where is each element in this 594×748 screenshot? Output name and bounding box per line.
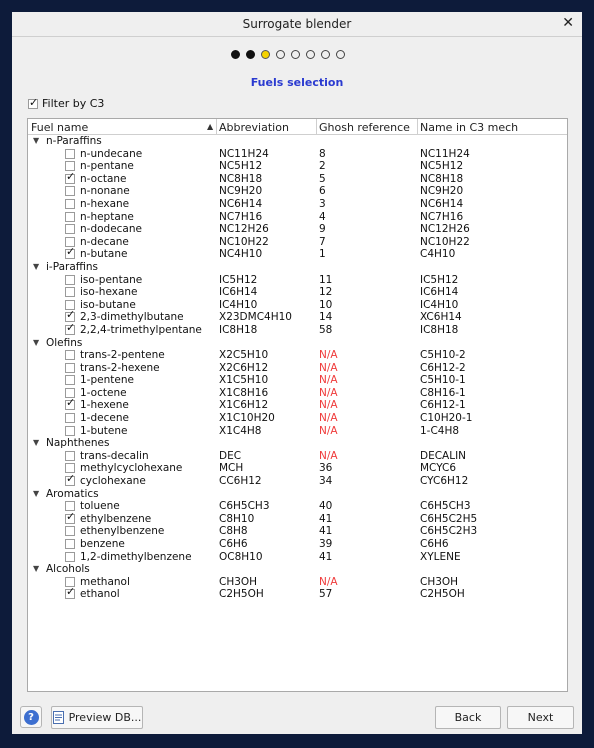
column-header-ghosh-reference[interactable]: Ghosh reference xyxy=(319,121,410,134)
fuel-name: methylcyclohexane xyxy=(80,462,183,475)
fuel-name: trans-2-pentene xyxy=(80,349,165,362)
chevron-down-icon[interactable]: ▼ xyxy=(33,136,40,145)
preview-db-label: Preview DB... xyxy=(68,711,142,724)
fuel-name: trans-2-hexene xyxy=(80,361,160,374)
fuel-ghosh-reference: 4 xyxy=(319,210,326,223)
group-name: n-Paraffins xyxy=(46,135,102,147)
fuel-abbreviation: NC4H10 xyxy=(219,248,263,261)
back-button[interactable]: Back xyxy=(435,706,501,729)
fuel-abbreviation: X1C8H16 xyxy=(219,386,269,399)
fuel-abbreviation: C6H5CH3 xyxy=(219,500,270,513)
fuel-ghosh-reference: N/A xyxy=(319,399,338,412)
fuel-ghosh-reference: 12 xyxy=(319,286,333,299)
fuel-row[interactable] xyxy=(28,425,567,438)
fuel-row[interactable] xyxy=(28,173,567,186)
fuel-row[interactable] xyxy=(28,462,567,475)
fuel-ghosh-reference: N/A xyxy=(319,412,338,425)
chevron-down-icon[interactable]: ▼ xyxy=(33,564,40,574)
fuel-abbreviation: X2C6H12 xyxy=(219,361,269,374)
fuel-ghosh-reference: 36 xyxy=(319,462,333,475)
tree-header xyxy=(28,119,567,135)
fuel-row[interactable] xyxy=(28,362,567,375)
fuel-c3-name: NC12H26 xyxy=(420,223,470,236)
fuel-name: iso-pentane xyxy=(80,273,143,286)
fuel-row[interactable] xyxy=(28,412,567,425)
fuel-row[interactable] xyxy=(28,236,567,249)
fuel-ghosh-reference: 6 xyxy=(319,185,326,198)
fuel-name: 1-butene xyxy=(80,424,128,437)
step-dot xyxy=(336,50,345,59)
document-icon xyxy=(53,711,64,724)
tree-group-row[interactable] xyxy=(28,337,567,350)
filter-label: Filter by C3 xyxy=(42,97,105,110)
fuel-abbreviation: C2H5OH xyxy=(219,588,264,601)
fuel-ghosh-reference: 5 xyxy=(319,172,326,185)
fuel-name: 1-octene xyxy=(80,386,127,399)
fuel-ghosh-reference: 41 xyxy=(319,550,333,563)
fuel-checkbox[interactable] xyxy=(65,426,75,436)
fuel-ghosh-reference: 2 xyxy=(319,160,326,173)
fuel-name: cyclohexane xyxy=(80,475,146,488)
group-name: Alcohols xyxy=(46,563,90,576)
fuel-abbreviation: MCH xyxy=(219,462,244,475)
fuel-c3-name: C4H10 xyxy=(420,248,456,261)
fuel-row[interactable] xyxy=(28,248,567,261)
step-dot xyxy=(321,50,330,59)
step-indicator xyxy=(231,50,345,62)
fuel-c3-name: MCYC6 xyxy=(420,462,457,475)
fuel-row[interactable] xyxy=(28,576,567,589)
window-title: Surrogate blender xyxy=(242,17,352,31)
step-dot xyxy=(231,50,240,59)
fuel-abbreviation: C8H8 xyxy=(219,525,248,538)
fuel-row[interactable] xyxy=(28,185,567,198)
fuel-name: n-pentane xyxy=(80,160,134,173)
fuel-ghosh-reference: N/A xyxy=(319,424,338,437)
fuel-name: methanol xyxy=(80,575,130,588)
fuel-name: n-heptane xyxy=(80,210,134,223)
fuel-abbreviation: X1C4H8 xyxy=(219,424,262,437)
fuel-abbreviation: NC12H26 xyxy=(219,223,269,236)
group-name: Olefins xyxy=(46,336,83,349)
fuel-abbreviation: NC11H24 xyxy=(219,147,269,160)
tree-group-row[interactable] xyxy=(28,488,567,501)
fuel-name: iso-butane xyxy=(80,298,136,311)
fuel-checkbox[interactable] xyxy=(65,375,75,385)
fuel-c3-name: IC4H10 xyxy=(420,298,459,311)
group-name: Naphthenes xyxy=(46,437,110,450)
chevron-down-icon[interactable]: ▼ xyxy=(33,261,40,271)
fuel-c3-name: C10H20-1 xyxy=(420,412,473,425)
fuel-abbreviation: NC7H16 xyxy=(219,210,263,223)
step-dot xyxy=(246,50,255,59)
fuel-checkbox[interactable] xyxy=(65,199,75,209)
fuel-c3-name: XC6H14 xyxy=(420,311,462,324)
fuel-ghosh-reference: 40 xyxy=(319,500,333,513)
tree-group-row[interactable] xyxy=(28,261,567,274)
fuel-abbreviation: NC8H18 xyxy=(219,172,263,185)
fuel-row[interactable] xyxy=(28,274,567,287)
fuel-abbreviation: CC6H12 xyxy=(219,475,262,488)
fuel-name: trans-decalin xyxy=(80,449,149,462)
fuel-checkbox[interactable] xyxy=(65,413,75,423)
fuel-row[interactable] xyxy=(28,198,567,211)
fuel-c3-name: CH3OH xyxy=(420,575,459,588)
tree-group-row[interactable] xyxy=(28,563,567,576)
chevron-down-icon[interactable]: ▼ xyxy=(33,337,40,347)
fuel-checkbox[interactable] xyxy=(65,350,75,360)
next-button[interactable]: Next xyxy=(507,706,574,729)
fuel-c3-name: NC10H22 xyxy=(420,235,470,248)
fuel-row[interactable] xyxy=(28,500,567,513)
fuel-c3-name: C6H12-1 xyxy=(420,399,466,412)
fuel-checkbox[interactable] xyxy=(65,476,75,486)
fuel-ghosh-reference: 58 xyxy=(319,323,333,336)
fuel-ghosh-reference: N/A xyxy=(319,374,338,387)
chevron-down-icon[interactable]: ▼ xyxy=(33,438,40,448)
fuel-abbreviation: NC9H20 xyxy=(219,185,263,198)
fuel-abbreviation: OC8H10 xyxy=(219,550,263,563)
fuel-row[interactable] xyxy=(28,588,567,601)
fuel-c3-name: C8H16-1 xyxy=(420,386,466,399)
fuel-name: ethanol xyxy=(80,588,120,601)
fuel-ghosh-reference: 41 xyxy=(319,525,333,538)
fuel-checkbox[interactable] xyxy=(65,514,75,524)
fuel-abbreviation: X1C10H20 xyxy=(219,412,275,425)
fuel-name: 2,2,4-trimethylpentane xyxy=(80,323,202,336)
fuel-ghosh-reference: 1 xyxy=(319,248,326,261)
fuel-name: n-dodecane xyxy=(80,223,142,236)
fuel-ghosh-reference: N/A xyxy=(319,349,338,362)
fuel-checkbox[interactable] xyxy=(65,363,75,373)
dialog-window xyxy=(12,12,582,734)
button-bar xyxy=(12,702,582,734)
fuel-row[interactable] xyxy=(28,223,567,236)
tree-group-row[interactable] xyxy=(28,135,567,148)
fuel-ghosh-reference: 41 xyxy=(319,512,333,525)
fuel-name: n-octane xyxy=(80,172,127,185)
fuel-c3-name: C2H5OH xyxy=(420,588,465,601)
fuel-c3-name: 1-C4H8 xyxy=(420,424,460,437)
fuel-c3-name: C5H10-2 xyxy=(420,349,466,362)
filter-c3-checkbox[interactable] xyxy=(28,97,104,110)
fuel-name: ethylbenzene xyxy=(80,512,152,525)
fuel-checkbox[interactable] xyxy=(65,400,75,410)
fuel-name: 1-decene xyxy=(80,412,129,425)
fuel-name: 1,2-dimethylbenzene xyxy=(80,550,192,563)
step-dot xyxy=(291,50,300,59)
fuel-abbreviation: C8H10 xyxy=(219,512,255,525)
fuel-ghosh-reference: 9 xyxy=(319,223,326,236)
fuel-c3-name: NC6H14 xyxy=(420,197,464,210)
fuel-checkbox[interactable] xyxy=(65,224,75,234)
fuel-ghosh-reference: 34 xyxy=(319,475,333,488)
fuel-checkbox[interactable] xyxy=(65,526,75,536)
fuel-ghosh-reference: 57 xyxy=(319,588,333,601)
fuel-row[interactable] xyxy=(28,349,567,362)
fuel-name: iso-hexane xyxy=(80,286,138,299)
fuel-name: n-hexane xyxy=(80,197,130,210)
fuel-abbreviation: X2C5H10 xyxy=(219,349,269,362)
step-dot xyxy=(276,50,285,59)
fuels-tree[interactable] xyxy=(27,118,568,692)
group-name: Aromatics xyxy=(46,487,99,500)
page-heading: Fuels selection xyxy=(250,76,344,89)
fuel-c3-name: NC5H12 xyxy=(420,160,464,173)
fuel-row[interactable] xyxy=(28,513,567,526)
help-button[interactable] xyxy=(20,706,42,728)
column-header-c3-name[interactable]: Name in C3 mech xyxy=(420,121,519,134)
title-bar xyxy=(12,12,582,37)
step-dot xyxy=(306,50,315,59)
fuel-checkbox[interactable] xyxy=(65,275,75,285)
fuel-ghosh-reference: N/A xyxy=(319,386,338,399)
fuel-ghosh-reference: N/A xyxy=(319,575,338,588)
fuel-row[interactable] xyxy=(28,374,567,387)
fuel-abbreviation: IC6H14 xyxy=(219,286,258,299)
fuel-row[interactable] xyxy=(28,299,567,312)
fuel-c3-name: C6H5C2H5 xyxy=(420,512,478,525)
fuel-ghosh-reference: 14 xyxy=(319,311,333,324)
fuel-abbreviation: CH3OH xyxy=(219,575,258,588)
fuel-checkbox[interactable] xyxy=(65,149,75,159)
fuel-name: 1-hexene xyxy=(80,399,129,412)
fuel-name: n-undecane xyxy=(80,147,143,160)
filter-checkbox-box[interactable] xyxy=(28,99,38,109)
fuel-row[interactable] xyxy=(28,286,567,299)
fuel-row[interactable] xyxy=(28,551,567,564)
column-header-fuel-name[interactable]: Fuel name xyxy=(31,121,89,134)
fuel-ghosh-reference: 39 xyxy=(319,538,333,550)
fuel-row[interactable] xyxy=(28,324,567,337)
fuel-c3-name: IC8H18 xyxy=(420,323,459,336)
fuel-c3-name: NC8H18 xyxy=(420,172,464,185)
fuel-c3-name: CYC6H12 xyxy=(420,475,469,488)
fuel-row[interactable] xyxy=(28,525,567,538)
fuel-ghosh-reference: 3 xyxy=(319,197,326,210)
column-header-abbreviation[interactable]: Abbreviation xyxy=(219,121,289,134)
fuel-abbreviation: C6H6 xyxy=(219,538,248,550)
fuel-checkbox[interactable] xyxy=(65,552,75,562)
fuel-name: ethenylbenzene xyxy=(80,525,165,538)
fuel-ghosh-reference: 11 xyxy=(319,273,333,286)
fuel-row[interactable] xyxy=(28,450,567,463)
help-icon: ? xyxy=(24,710,39,725)
fuel-row[interactable] xyxy=(28,160,567,173)
fuel-abbreviation: NC5H12 xyxy=(219,160,263,173)
fuel-c3-name: NC7H16 xyxy=(420,210,464,223)
fuel-checkbox[interactable] xyxy=(65,249,75,259)
fuel-name: 2,3-dimethylbutane xyxy=(80,311,184,324)
fuel-name: n-nonane xyxy=(80,185,130,198)
fuel-c3-name: C6H5C2H3 xyxy=(420,525,478,538)
tree-body xyxy=(28,135,567,601)
fuel-c3-name: NC11H24 xyxy=(420,147,470,160)
fuel-c3-name: C6H12-2 xyxy=(420,361,466,374)
fuel-c3-name: C6H6 xyxy=(420,538,449,550)
fuel-checkbox[interactable] xyxy=(65,325,75,335)
chevron-down-icon[interactable]: ▼ xyxy=(33,488,40,498)
fuel-name: toluene xyxy=(80,500,120,513)
fuel-abbreviation: IC4H10 xyxy=(219,298,258,311)
fuel-name: 1-pentene xyxy=(80,374,134,387)
fuel-row[interactable] xyxy=(28,538,567,551)
fuel-c3-name: XYLENE xyxy=(420,550,461,563)
fuel-name: n-decane xyxy=(80,235,129,248)
fuel-c3-name: C6H5CH3 xyxy=(420,500,471,513)
fuel-abbreviation: X23DMC4H10 xyxy=(219,311,292,324)
fuel-row[interactable] xyxy=(28,211,567,224)
fuel-ghosh-reference: 7 xyxy=(319,235,326,248)
fuel-checkbox[interactable] xyxy=(65,539,75,549)
fuel-row[interactable] xyxy=(28,148,567,161)
fuel-checkbox[interactable] xyxy=(65,174,75,184)
preview-db-button[interactable] xyxy=(51,706,143,729)
fuel-abbreviation: IC5H12 xyxy=(219,273,258,286)
sort-ascending-icon: ▲ xyxy=(207,122,214,131)
fuel-checkbox[interactable] xyxy=(65,212,75,222)
fuel-abbreviation: DEC xyxy=(219,449,242,462)
fuel-c3-name: IC5H12 xyxy=(420,273,459,286)
fuel-ghosh-reference: 10 xyxy=(319,298,333,311)
fuel-ghosh-reference: 8 xyxy=(319,147,326,160)
fuel-checkbox[interactable] xyxy=(65,287,75,297)
fuel-ghosh-reference: N/A xyxy=(319,449,338,462)
step-dot xyxy=(261,50,270,59)
fuel-abbreviation: X1C6H12 xyxy=(219,399,269,412)
fuel-abbreviation: NC10H22 xyxy=(219,235,269,248)
fuel-row[interactable] xyxy=(28,387,567,400)
fuel-checkbox[interactable] xyxy=(65,589,75,599)
fuel-name: benzene xyxy=(80,538,125,550)
fuel-ghosh-reference: N/A xyxy=(319,361,338,374)
fuel-c3-name: DECALIN xyxy=(420,449,467,462)
fuel-abbreviation: X1C5H10 xyxy=(219,374,269,387)
fuel-abbreviation: NC6H14 xyxy=(219,197,263,210)
tree-group-row[interactable] xyxy=(28,437,567,450)
fuel-row[interactable] xyxy=(28,399,567,412)
fuel-abbreviation: IC8H18 xyxy=(219,323,258,336)
fuel-c3-name: C5H10-1 xyxy=(420,374,466,387)
fuel-checkbox[interactable] xyxy=(65,186,75,196)
fuel-row[interactable] xyxy=(28,311,567,324)
close-icon[interactable]: ✕ xyxy=(562,15,574,31)
fuel-name: n-butane xyxy=(80,248,128,261)
fuel-c3-name: NC9H20 xyxy=(420,185,464,198)
fuel-row[interactable] xyxy=(28,475,567,488)
fuel-c3-name: IC6H14 xyxy=(420,286,459,299)
fuel-checkbox[interactable] xyxy=(65,451,75,461)
group-name: i-Paraffins xyxy=(46,260,99,273)
